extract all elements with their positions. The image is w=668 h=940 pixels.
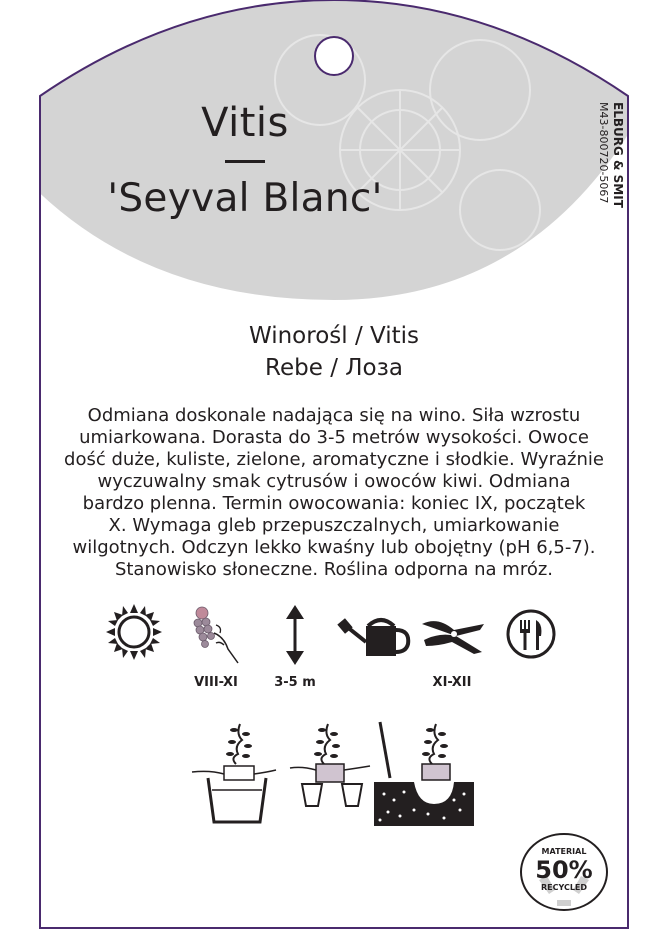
soak-pot-icon (190, 720, 278, 826)
common-name-line2: Rebe / Лоза (265, 355, 403, 381)
description-line: Stanowisko słoneczne. Roślina odporna na mróz. (114, 559, 554, 580)
genus-title: Vitis (201, 100, 289, 146)
description-line: umiarkowana. Dorasta do 3-5 metrów wysokości. Owoce (79, 427, 589, 448)
recycled-material-badge (519, 832, 609, 912)
recycle-line3: RECYCLED (540, 883, 588, 892)
description (50, 405, 618, 581)
common-name-line1: Winorośl / Vitis (248, 323, 420, 349)
watering-can-icon (340, 612, 412, 658)
hang-hole (315, 37, 353, 75)
product-code: M43-800720-5067 (597, 102, 610, 204)
cutlery-icon (505, 608, 557, 660)
height-caption: 3-5 m (274, 675, 316, 690)
description-line: wyczuwalny smak cytrusów i owoców kiwi. Odmiana (97, 471, 571, 492)
fruit-harvest-icon (186, 603, 246, 665)
recycle-line2: 50% (535, 856, 593, 884)
brand-block (592, 100, 625, 240)
description-line: wilgotnych. Odczyn lekko kwaśny lub obojętny (pH 6,5-7). (72, 537, 596, 558)
plant-in-soil-icon (374, 720, 474, 826)
description-line: bardzo plenna. Termin owocowania: koniec IX, początek (82, 493, 586, 514)
title-dash (225, 160, 265, 163)
remove-pot-icon (288, 720, 372, 812)
recycle-line1: MATERIAL (541, 847, 587, 856)
height-arrow-icon (284, 605, 306, 665)
description-line: X. Wymaga gleb przepuszczalnych, umiarkowanie (108, 515, 560, 536)
description-line: Odmiana doskonale nadająca się na wino. Siła wzrostu (87, 405, 581, 426)
cultivar-title: 'Seyval Blanc' (107, 176, 383, 221)
fruit-caption: VIII-XI (194, 675, 238, 690)
sun-icon (106, 604, 162, 660)
pruning-shears-icon (420, 614, 488, 658)
prune-caption: XI-XII (432, 675, 472, 690)
brand-name: ELBURG & SMIT (611, 102, 625, 208)
description-line: dość duże, kuliste, zielone, aromatyczne i słodkie. Wyraźnie (64, 449, 604, 470)
